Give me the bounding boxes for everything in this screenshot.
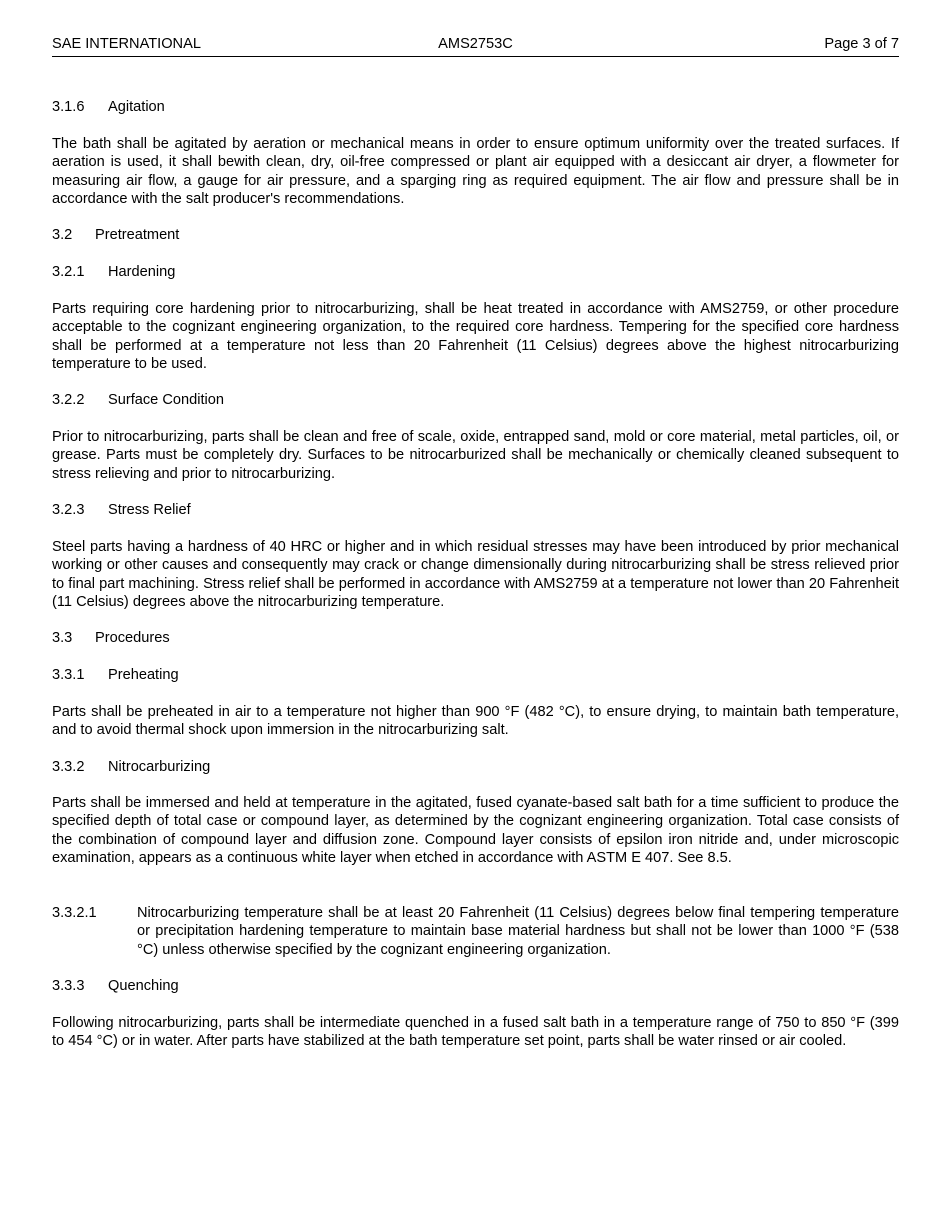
section-title: Preheating — [108, 667, 179, 683]
paragraph-preheating: Parts shall be preheated in air to a temperature not higher than 900 °F (482 °C), to ensure drying, to maintain bath temperature, and to avoid thermal shock upon immersion in the nitrocarburizing salt. — [52, 704, 899, 739]
paragraph-agitation: The bath shall be agitated by aeration or mechanical means in order to ensure optimum uniformity over the treated surfaces. If aeration is used, it shall bewith clean, dry, oil-free compressed or plant air equipped with a desiccant air dryer, a flowmeter for measuring air flow, a gauge for air pressure, and a sparging ring as required equipment. The air flow and pressure shall be in accordance with the salt producer's recommendations. — [52, 136, 899, 207]
section-title: Agitation — [108, 99, 165, 115]
section-title: Nitrocarburizing — [108, 759, 211, 775]
section-number: 3.1.6 — [52, 99, 85, 115]
section-number: 3.3.2 — [52, 759, 85, 775]
section-number: 3.2.1 — [52, 264, 85, 280]
paragraph-surface-condition: Prior to nitrocarburizing, parts shall be clean and free of scale, oxide, entrapped sand, mold or core material, metal particles, oil, or grease. Parts must be completely dry. Surfaces to be nitrocarburized shall be mechanically or chemically cleaned subsequent to stress relieving and prior to nitrocarburizing. — [52, 429, 899, 482]
header-page-number: Page 3 of 7 — [824, 36, 899, 52]
section-heading-procedures — [52, 629, 170, 647]
section-heading-hardening — [52, 263, 175, 281]
paragraph-hardening: Parts requiring core hardening prior to nitrocarburizing, shall be heat treated in accordance with AMS2759, or other procedure acceptable to the cognizant engineering organization, to the required core hardness. Tempering for the specified core hardness shall be performed at a temperature not less than 20 Fahrenheit (11 Celsius) degrees above the highest nitrocarburizing temperature to be used. — [52, 301, 899, 372]
section-number: 3.2 — [52, 227, 73, 243]
section-title: Stress Relief — [108, 502, 191, 518]
paragraph-stress-relief: Steel parts having a hardness of 40 HRC or higher and in which residual stresses may have been introduced by prior mechanical working or other causes and consequently may crack or change dimensionally during nitrocarburizing shall be stress relieved prior to final part machining. Stress relief shall be performed in accordance with AMS2759 at a temperature not lower than 20 Fahrenheit (11 Celsius) degrees above the nitrocarburizing temperature. — [52, 539, 899, 610]
section-title: Procedures — [95, 630, 170, 646]
section-number: 3.3.1 — [52, 667, 85, 683]
section-number: 3.3.2.1 — [52, 905, 97, 921]
section-title: Hardening — [108, 264, 176, 280]
page-header — [52, 36, 899, 57]
section-heading-preheating — [52, 666, 179, 684]
paragraph-quenching: Following nitrocarburizing, parts shall be intermediate quenched in a fused salt bath in a temperature range of 750 to 850 °F (399 to 454 °C) or in water. After parts have stabilized at the bath temperature set point, parts shall be water rinsed or air cooled. — [52, 1015, 899, 1050]
subparagraph-nitrocarburizing-temperature — [52, 904, 899, 959]
section-heading-agitation — [52, 98, 165, 116]
section-title: Quenching — [108, 978, 179, 994]
section-heading-pretreatment — [52, 226, 179, 244]
section-heading-quenching — [52, 977, 179, 995]
section-heading-stress-relief — [52, 501, 191, 519]
section-heading-surface-condition — [52, 391, 224, 409]
section-number: 3.2.2 — [52, 392, 85, 408]
subparagraph-text: Nitrocarburizing temperature shall be at least 20 Fahrenheit (11 Celsius) degrees below final tempering temperature or precipitation hardening temperature to maintain base material hardness but shall not be lower than 1000 °F (538 °C) unless otherwise specified by the cognizant engineering organization. — [137, 905, 899, 958]
section-title: Pretreatment — [95, 227, 180, 243]
section-title: Surface Condition — [108, 392, 225, 408]
header-organization: SAE INTERNATIONAL — [52, 36, 201, 52]
section-number: 3.3.3 — [52, 978, 85, 994]
section-number: 3.2.3 — [52, 502, 85, 518]
section-number: 3.3 — [52, 630, 73, 646]
section-heading-nitrocarburizing — [52, 758, 210, 776]
header-document-number: AMS2753C — [438, 36, 513, 52]
paragraph-nitrocarburizing: Parts shall be immersed and held at temperature in the agitated, fused cyanate-based salt bath for a time sufficient to produce the specified depth of total case or compound layer, as determined by the cognizant engineering organization. Total case consists of the combination of compound layer and diffusion zone. Compound layer consists of epsilon iron nitride and, under microscopic examination, appears as a continuous white layer when etched in accordance with ASTM E 407. See 8.5. — [52, 795, 899, 866]
